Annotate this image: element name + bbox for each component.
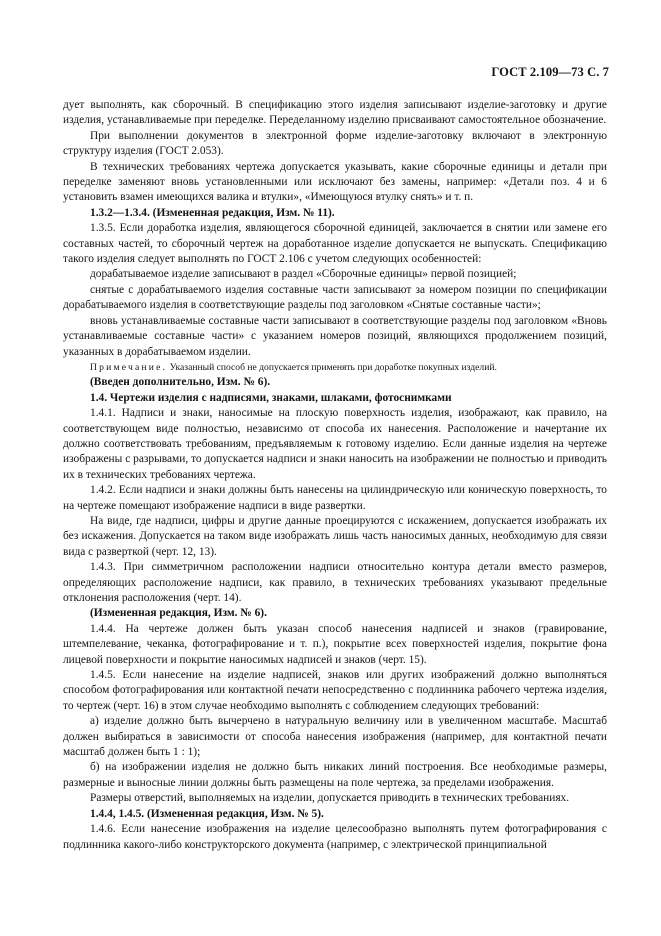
paragraph: В технических требованиях чертежа допускается указывать, какие сборочные единицы и детали при переделке заменяют вновь установленными или исключают без замены, например: «Детали поз. 4 и 6 установить взамен имеющихся валика и втулки», «Имеющуюся втулку снять» и т. п. [63,160,607,204]
document-body [63,98,607,853]
paragraph: 1.4.1. Надписи и знаки, наносимые на плоскую поверхность изделия, изображают, как правило, на соответствующем виде полностью, независимо от способа их нанесения. Расположение и начертание их должно соответствовать требованиям, предъявляемым к готовому изделию. Если данные изделия на чертеже изображены с разрывами, то допускается надписи и знаки наносить на изображении не полностью и приводить их в технических требованиях чертежа. [63,407,607,481]
paragraph: При выполнении документов в электронной форме изделие-заготовку включают в электронную структуру изделия (ГОСТ 2.053). [63,129,607,158]
paragraph: 1.4.4. На чертеже должен быть указан способ нанесения надписей и знаков (гравирование, штемпелевание, чеканка, фотографирование и т. п.), покрытие всех поверхностей изделия, покрытие фона лицевой поверхности и покрытие наносимых надписей и знаков (черт. 15). [63,622,607,666]
paragraph: б) на изображении изделия не должно быть никаких линий построения. Все необходимые размеры, размерные и выносные линии должны быть размещены на поле чертежа, за пределами изображения. [63,761,607,789]
paragraph: дорабатываемое изделие записывают в раздел «Сборочные единицы» первой позицией; [90,268,517,281]
paragraph: вновь устанавливаемые составные части записывают в соответствующие разделы под заголовком «Вновь устанавливаемые составные части» с указанием номеров позиций, являющихся продолжением позиций, указанных в дорабатываемом изделии. [63,314,607,358]
paragraph: а) изделие должно быть вычерчено в натуральную величину или в увеличенном масштабе. Масштаб должен выбираться в зависимости от способа нанесения изображения (например, для контактной печати масштаб должен быть 1 : 1); [63,715,607,759]
paragraph: Размеры отверстий, выполняемых на изделии, допускается приводить в технических требованиях. [90,792,570,805]
paragraph: 1.4.5. Если нанесение на изделие надписей, знаков или других изображений должно выполняться способом фотографирования или контактной печати непосредственно с подлинника рабочего чертежа изделия, то чертеж (черт. 16) в этом случае необходимо выполнять с соблюдением следующих требований: [63,669,607,712]
note-paragraph [63,360,607,375]
amendment-note: (Введен дополнительно, Изм. № 6). [90,376,271,389]
amendment-note: 1.4.4, 1.4.5. (Измененная редакция, Изм. № 5). [90,807,324,820]
paragraph: На виде, где надписи, цифры и другие данные проецируются с искажением, допускается изображать их без искажения. Допускается на таком виде изображать лишь часть наносимых данных, необходимую для связи вида с разверткой (черт. 12, 13). [63,514,607,558]
paragraph: 1.4.6. Если нанесение изображения на изделие целесообразно выполнять путем фотографирования с подлинника какого-либо конструкторского документа (например, с электрической принципиальной [63,823,607,851]
amendment-note: 1.3.2—1.3.4. (Измененная редакция, Изм. № 11). [90,206,335,219]
section-heading: 1.4. Чертежи изделия с надписями, знаками, шлаками, фотоснимками [90,391,452,404]
note-text: Указанный способ не допускается применять при доработке покупных изделий. [169,361,497,373]
paragraph: 1.4.2. Если надписи и знаки должны быть нанесены на цилиндрическую или коническую поверхность, то на чертеже помещают изображение надписи в виде развертки. [63,484,607,512]
paragraph: 1.3.5. Если доработка изделия, являющегося сборочной единицей, заключается в снятии или замене его составных частей, то сборочный чертеж на доработанное изделие допускается не выпускать. Спецификацию такого изделия следует выполнять по ГОСТ 2.106 с учетом следующих особенностей: [63,222,607,266]
paragraph: дует выполнять, как сборочный. В спецификацию этого изделия записывают изделие-заготовку и другие изделия, устанавливаемые при переделке. Переделанному изделию присваивают самостоятельное обозначение. [63,99,607,127]
paragraph: снятые с дорабатываемого изделия составные части записывают за номером позиции по спецификации дорабатываемого изделия в соответствующие разделы под заголовком «Снятые составные части»; [63,283,607,312]
amendment-note: (Измененная редакция, Изм. № 6). [90,607,267,620]
paragraph: 1.4.3. При симметричном расположении надписи относительно контура детали вместо размеров, определяющих расположение надписи, как правило, в технических требованиях указывают предельные отклонения расположения (черт. 14). [63,561,607,604]
page-header: ГОСТ 2.109—73 С. 7 [491,65,609,79]
note-lead: Примечание. [90,361,168,373]
